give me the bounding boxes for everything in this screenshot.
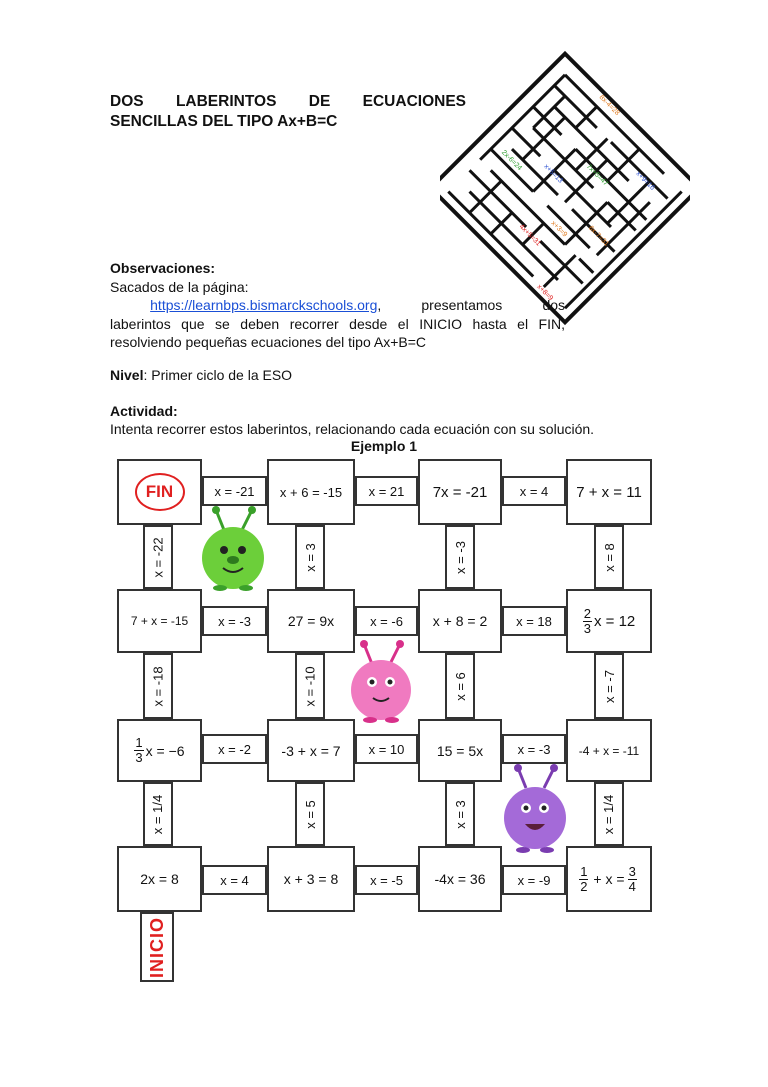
connector-label: x = 1/4 — [150, 794, 166, 834]
maze-label: 8x-4=28 — [597, 93, 621, 117]
maze-connector: x = -9 — [502, 865, 566, 895]
maze-connector — [295, 525, 325, 589]
maze-connector: x = -3 — [202, 606, 267, 636]
observaciones-heading: Observaciones: — [110, 260, 216, 276]
maze-cell-inicio — [140, 912, 174, 982]
equation-rest: x = 12 — [593, 612, 636, 630]
denominator: 3 — [583, 620, 591, 636]
observaciones-line4: resolviendo pequeñas ecuaciones del tipo Ax+B=C — [110, 334, 426, 350]
fin-label: FIN — [135, 473, 185, 511]
inicio-label: INICIO — [146, 916, 167, 978]
numerator: 2 — [583, 605, 591, 621]
maze-connector: x = 4 — [202, 865, 267, 895]
maze-connector: x = -2 — [202, 734, 267, 764]
connector-label: x = 1/4 — [601, 794, 617, 834]
fraction — [628, 865, 637, 894]
document-title: DOS LABERINTOS DE ECUACIONES SENCILLAS DEL TIPO Ax+B=C — [110, 93, 466, 130]
maze-cell-fin — [117, 459, 202, 525]
maze-label: x+8=9 — [535, 283, 555, 303]
green-monster-image — [196, 506, 270, 592]
maze-cell: x + 8 = 2 — [418, 589, 502, 653]
maze-connector — [445, 782, 475, 846]
observaciones-after-link: , presentamos dos — [377, 297, 566, 313]
maze-label: x+3=9 — [549, 219, 569, 239]
connector-label: x = -22 — [150, 536, 166, 578]
denominator: 4 — [628, 878, 636, 894]
nivel-line — [110, 367, 292, 383]
maze-cell: -4x = 36 — [418, 846, 502, 912]
observaciones-line1: Sacados de la página: — [110, 278, 249, 295]
maze-cell: 7 + x = -15 — [117, 589, 202, 653]
maze-cell: -3 + x = 7 — [267, 719, 355, 782]
maze-cell: 7x = -21 — [418, 459, 502, 525]
source-link[interactable]: https://learnbps.bismarckschools.org — [150, 297, 378, 313]
numerator: 1 — [135, 735, 143, 750]
connector-label: x = 5 — [302, 799, 318, 829]
maze-connector — [143, 525, 173, 589]
actividad-heading: Actividad: — [110, 403, 178, 419]
numerator: 3 — [628, 863, 636, 879]
actividad-section — [110, 402, 670, 438]
maze-cell: 7 + x = 11 — [566, 459, 652, 525]
nivel-label: Nivel — [110, 367, 144, 383]
numerator: 1 — [580, 863, 588, 879]
connector-label: x = 8 — [601, 542, 617, 572]
maze-connector: x = 4 — [502, 476, 566, 506]
maze-cell: 15 = 5x — [418, 719, 502, 782]
actividad-text: Intenta recorrer estos laberintos, relacionando cada ecuación con su solución. — [110, 421, 595, 437]
fraction — [579, 865, 588, 894]
connector-label: x = 3 — [452, 799, 468, 829]
maze-connector — [594, 653, 624, 719]
purple-monster-image — [498, 764, 572, 854]
observaciones-section — [110, 259, 565, 352]
maze-connector — [594, 525, 624, 589]
connector-label: x = -7 — [601, 669, 617, 703]
maze-connector — [295, 653, 325, 719]
maze-connector: x = -21 — [202, 476, 267, 506]
observaciones-line3: laberintos que se deben recorrer desde el INICIO hasta el FIN, — [110, 315, 565, 332]
maze-label: 7x+5=47 — [584, 163, 610, 188]
maze-cell: 27 = 9x — [267, 589, 355, 653]
maze-connector — [445, 525, 475, 589]
maze-connector: x = 10 — [355, 734, 418, 764]
fraction — [583, 607, 592, 636]
maze-cell: x + 3 = 8 — [267, 846, 355, 912]
maze-connector: x = 21 — [355, 476, 418, 506]
maze-connector: x = 18 — [502, 606, 566, 636]
maze-connector — [143, 782, 173, 846]
maze-connector — [594, 782, 624, 846]
maze-connector: x = -5 — [355, 865, 418, 895]
maze-connector — [295, 782, 325, 846]
maze-cell-fraction — [566, 589, 652, 653]
equation-rest: x = −6 — [145, 742, 185, 759]
maze-connector: x = -6 — [355, 606, 418, 636]
connector-label: x = -3 — [452, 540, 468, 574]
maze-label: x+9=16 — [634, 170, 656, 192]
fraction — [134, 736, 143, 765]
connector-label: x = 3 — [302, 542, 318, 572]
maze-cell-fraction — [117, 719, 202, 782]
maze-connector — [445, 653, 475, 719]
maze-cell: 2x = 8 — [117, 846, 202, 912]
maze-cell: x + 6 = -15 — [267, 459, 355, 525]
maze-label: x+5=13 — [542, 163, 564, 185]
nivel-text: : Primer ciclo de la ESO — [143, 367, 293, 383]
pink-monster-image — [344, 640, 418, 726]
equation-mid: + x = — [593, 871, 625, 887]
maze-label: 6x-7=31 — [586, 224, 610, 248]
maze-cell-fraction — [566, 846, 652, 912]
maze-connector: x = -3 — [502, 734, 566, 764]
denominator: 2 — [580, 878, 588, 894]
maze-label: 4x+5=31 — [517, 223, 542, 248]
maze-connector — [143, 653, 173, 719]
maze-cell: -4 + x = -11 — [566, 719, 652, 782]
connector-label: x = -10 — [302, 665, 318, 707]
ejemplo-heading: Ejemplo 1 — [350, 438, 418, 454]
maze-label: 2x-6=24 — [499, 149, 523, 173]
connector-label: x = -18 — [150, 665, 166, 707]
observaciones-line2 — [110, 296, 565, 315]
denominator: 3 — [135, 750, 143, 765]
connector-label: x = 6 — [452, 671, 468, 701]
